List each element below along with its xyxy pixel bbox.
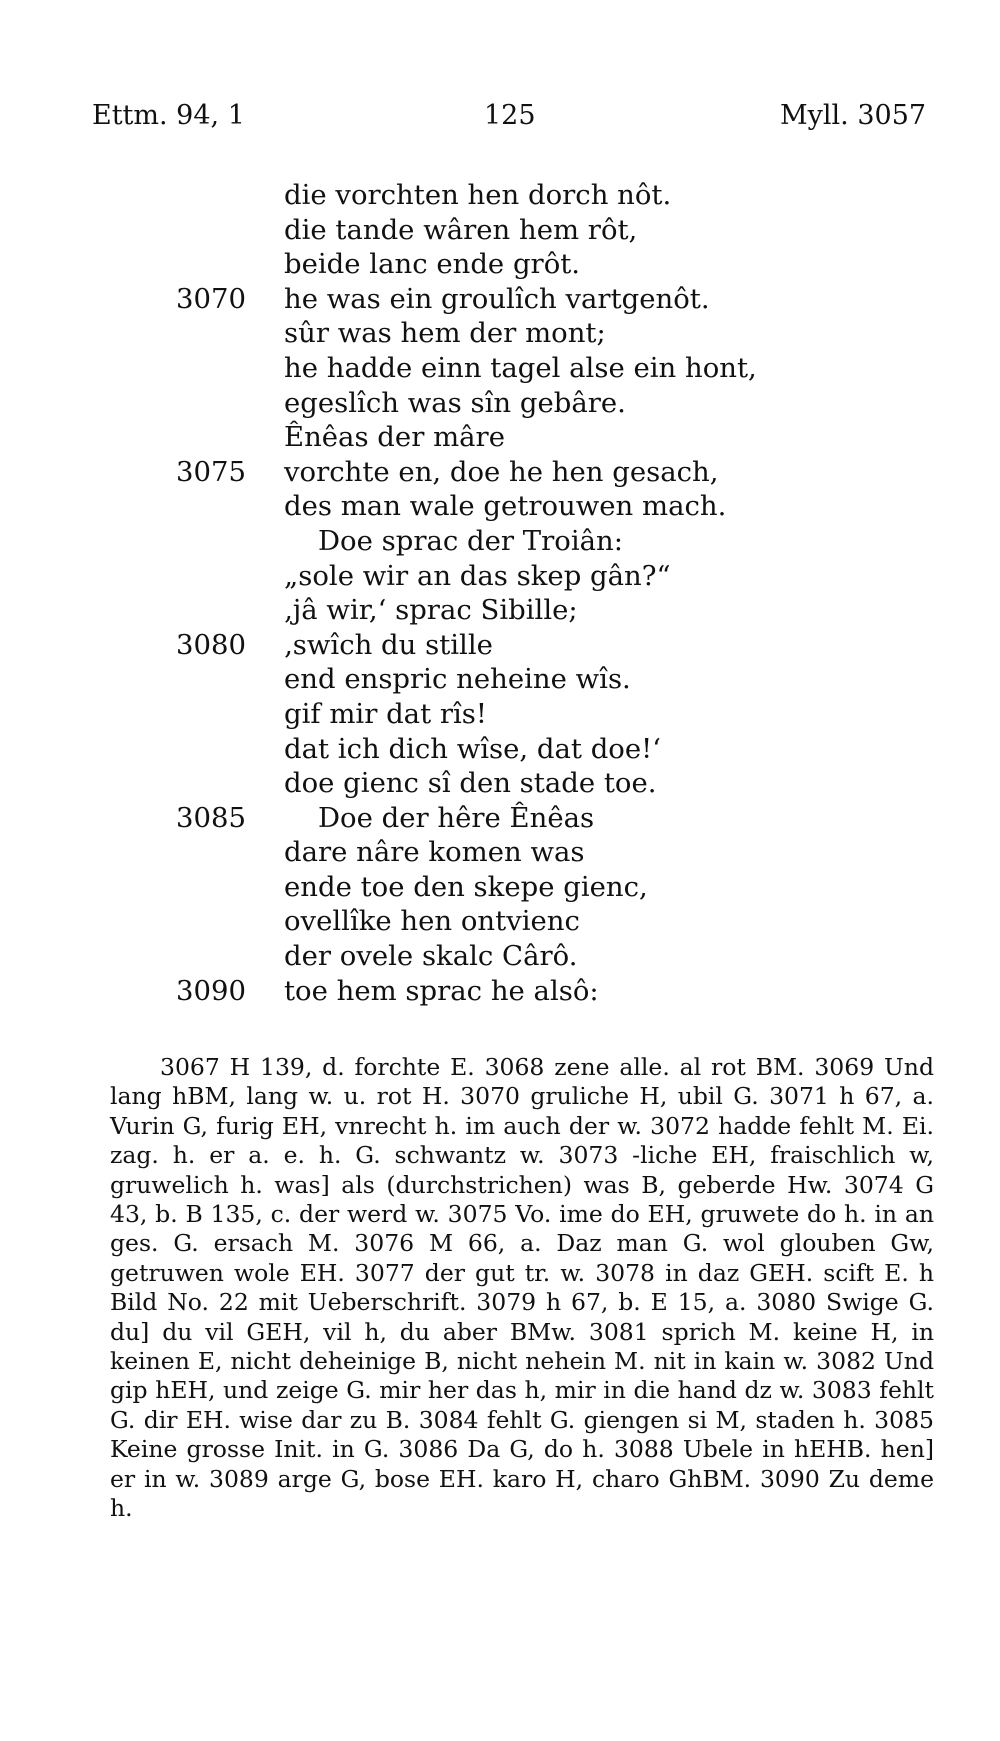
verse-text [0,178,1000,1008]
verse-line [0,593,1000,628]
line-number: 3070 [176,282,246,315]
page-header [0,100,1000,140]
verse-line-text: dare nâre komen was [284,836,585,869]
verse-line [0,282,1000,317]
verse-line [0,628,1000,663]
verse-line-text: beide lanc ende grôt. [284,248,581,281]
verse-line [0,939,1000,974]
header-right-reference: Myll. 3057 [780,100,927,131]
verse-line-text: der ovele skalc Cârô. [284,940,578,973]
verse-line-text: vorchte en, doe he hen gesach, [284,455,719,488]
page-number: 125 [484,100,536,131]
verse-line-text: sûr was hem der mont; [284,317,606,350]
verse-line [0,524,1000,559]
verse-line [0,213,1000,248]
verse-line [0,904,1000,939]
header-left-reference: Ettm. 94, 1 [92,100,245,131]
verse-line [0,662,1000,697]
verse-line [0,351,1000,386]
verse-line-text: toe hem sprac he alsô: [284,974,599,1007]
verse-line-text: „sole wir an das skep gân?“ [284,559,671,592]
verse-line-text: Doe sprac der Troiân: [318,524,623,557]
verse-line-text: doe gienc sî den stade toe. [284,767,657,800]
verse-line [0,420,1000,455]
verse-line [0,455,1000,490]
verse-line-text: des man wale getrouwen mach. [284,490,727,523]
verse-line-text: die tande wâren hem rôt, [284,213,638,246]
verse-line-text: die vorchten hen dorch nôt. [284,179,672,211]
verse-line [0,178,1000,213]
verse-line-text: ‚swîch du stille [284,628,493,661]
verse-line [0,732,1000,767]
verse-line-text: Ênêas der mâre [284,421,505,454]
verse-line [0,247,1000,282]
verse-line [0,489,1000,524]
verse-line-text: egeslîch was sîn gebâre. [284,386,626,419]
verse-line [0,835,1000,870]
verse-line-text: dat ich dich wîse, dat doe!‘ [284,732,661,765]
verse-line [0,697,1000,732]
verse-line-text: end enspric neheine wîs. [284,663,631,696]
verse-line [0,974,1000,1009]
verse-line-text: ‚jâ wir,‘ sprac Sibille; [284,594,578,627]
verse-line-text: ende toe den skepe gienc, [284,870,648,903]
line-number: 3080 [176,628,246,661]
verse-line [0,386,1000,421]
verse-line-text: he was ein groulîch vartgenôt. [284,282,710,315]
verse-line-text: he hadde einn tagel alse ein hont, [284,351,757,384]
verse-line [0,801,1000,836]
verse-line-text: gif mir dat rîs! [284,697,487,730]
footnote-text: 3067 H 139, d. forchte E. 3068 zene alle. al rot BM. 3069 Und lang hBM, lang w. u. rot H. 3070 gruliche H, ubil G. 3071 h 67, a. Vurin G, furig EH, vnrecht h. im auch der w. 3072 hadde fehlt M. Ei. zag. h. er a. e. h. G. schwantz w. 3073 -liche EH, fraischlich w, gruwelich h. was] als (durchstrichen) was B, geberde Hw. 3074 G 43, b. B 135, c. der werd w. 3075 Vo. ime do EH, gruwete do h. in an ges. G. ersach M. 3076 M 66, a. Daz man G. wol glouben Gw, getruwen wole EH. 3077 der gut tr. w. 3078 in daz GEH. scift E. h Bild No. 22 mit Ueberschrift. 3079 h 67, b. E 15, a. 3080 Swige G. du] du vil GEH, vil h, du aber BMw. 3081 sprich M. keine H, in keinen E, nicht deheinige B, nicht nehein M. nit in kain w. 3082 Und gip hEH, und zeige G. mir her das h, mir in die hand dz w. 3083 fehlt G. dir EH. wise dar zu B. 3084 fehlt G. giengen si M, staden h. 3085 Keine grosse Init. in G. 3086 Da G, do h. 3088 Ubele in hEHB. hen] er in w. 3089 arge G, bose EH. karo H, charo GhBM. 3090 Zu deme h. [110,1053,934,1523]
verse-line [0,316,1000,351]
verse-line-text: ovellîke hen ontvienc [284,905,580,938]
verse-line-text: Doe der hêre Ênêas [318,801,595,834]
verse-line [0,870,1000,905]
line-number: 3075 [176,455,246,488]
verse-line [0,559,1000,594]
line-number: 3085 [176,801,246,834]
verse-line [0,766,1000,801]
line-number: 3090 [176,974,246,1007]
critical-apparatus [110,1053,934,1524]
